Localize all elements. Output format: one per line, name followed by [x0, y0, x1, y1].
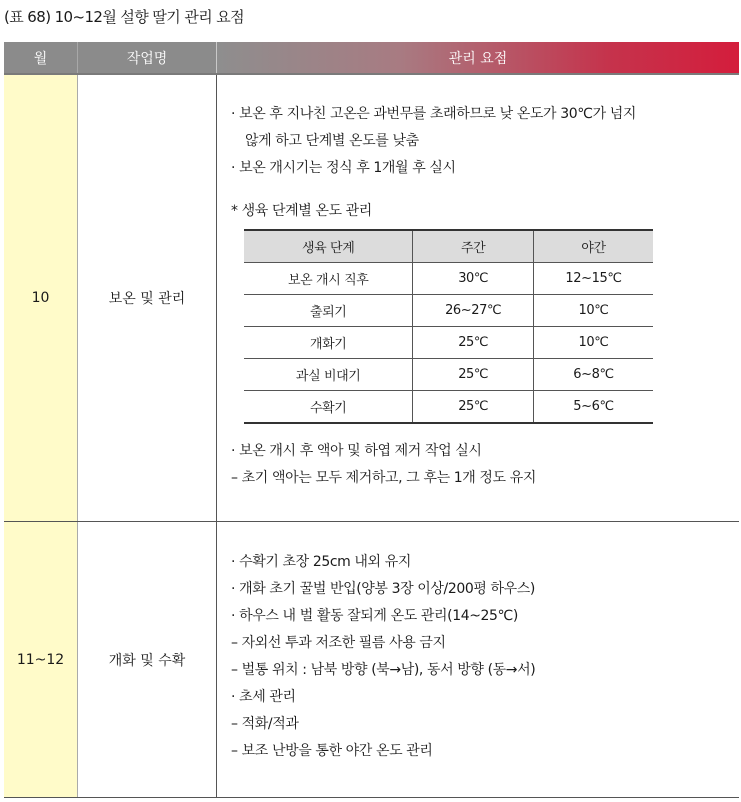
- point-line: – 초기 액아는 모두 제거하고, 그 후는 1개 정도 유지: [231, 470, 536, 486]
- col-night: 야간: [533, 230, 653, 263]
- col-stage: 생육 단계: [244, 230, 413, 263]
- point-line: – 벌통 위치 : 남북 방향 (북→남), 동서 방향 (동→서): [231, 662, 536, 678]
- month-cell: 11~12: [4, 522, 78, 797]
- header-points: 관리 요점: [216, 42, 739, 73]
- temperature-row: [244, 263, 653, 295]
- table-row: [4, 522, 739, 798]
- sub-table-title: * 생육 단계별 온도 관리: [231, 203, 372, 219]
- stage-cell: 개화기: [244, 327, 413, 359]
- night-temp-cell: 10℃: [533, 295, 653, 327]
- temperature-row: [244, 295, 653, 327]
- table-header: [4, 42, 739, 75]
- point-line: · 초세 관리: [231, 689, 296, 705]
- table-row: [4, 75, 739, 522]
- point-line: · 개화 초기 꿀벌 반입(양봉 3장 이상/200평 하우스): [231, 581, 535, 597]
- point-line: – 보조 난방을 통한 야간 온도 관리: [231, 743, 433, 759]
- point-line: 않게 하고 단계별 온도를 낮춤: [245, 133, 419, 149]
- stage-cell: 수확기: [244, 391, 413, 424]
- stage-cell: 출뢰기: [244, 295, 413, 327]
- point-line: – 자외선 투과 저조한 필름 사용 금지: [231, 635, 446, 651]
- point-line: · 보온 개시 후 액아 및 하엽 제거 작업 실시: [231, 443, 482, 459]
- points-cell: [217, 522, 739, 797]
- point-line: · 보온 개시기는 정식 후 1개월 후 실시: [231, 160, 456, 176]
- task-cell: 보온 및 관리: [78, 75, 217, 521]
- day-temp-cell: 25℃: [413, 391, 534, 424]
- day-temp-cell: 25℃: [413, 359, 534, 391]
- points-cell: [217, 75, 739, 521]
- task-cell: 개화 및 수확: [78, 522, 217, 797]
- temperature-row: [244, 391, 653, 424]
- day-temp-cell: 25℃: [413, 327, 534, 359]
- point-line: · 보온 후 지나친 고온은 과번무를 초래하므로 낮 온도가 30℃가 넘지: [231, 106, 636, 122]
- day-temp-cell: 26~27℃: [413, 295, 534, 327]
- stage-cell: 과실 비대기: [244, 359, 413, 391]
- management-table: [4, 42, 739, 798]
- night-temp-cell: 12~15℃: [533, 263, 653, 295]
- header-month: 월: [4, 42, 77, 73]
- temperature-row: [244, 359, 653, 391]
- col-day: 주간: [413, 230, 534, 263]
- night-temp-cell: 6~8℃: [533, 359, 653, 391]
- night-temp-cell: 5~6℃: [533, 391, 653, 424]
- table-caption: (표 68) 10~12월 설향 딸기 관리 요점: [4, 8, 245, 26]
- stage-cell: 보온 개시 직후: [244, 263, 413, 295]
- day-temp-cell: 30℃: [413, 263, 534, 295]
- temperature-table-header: [244, 230, 653, 263]
- month-cell: 10: [4, 75, 78, 521]
- point-line: · 수확기 초장 25cm 내외 유지: [231, 554, 411, 570]
- night-temp-cell: 10℃: [533, 327, 653, 359]
- point-line: – 적화/적과: [231, 716, 299, 732]
- point-line: · 하우스 내 벌 활동 잘되게 온도 관리(14~25℃): [231, 608, 518, 624]
- temperature-table: [244, 229, 653, 424]
- temperature-row: [244, 327, 653, 359]
- header-task: 작업명: [77, 42, 216, 73]
